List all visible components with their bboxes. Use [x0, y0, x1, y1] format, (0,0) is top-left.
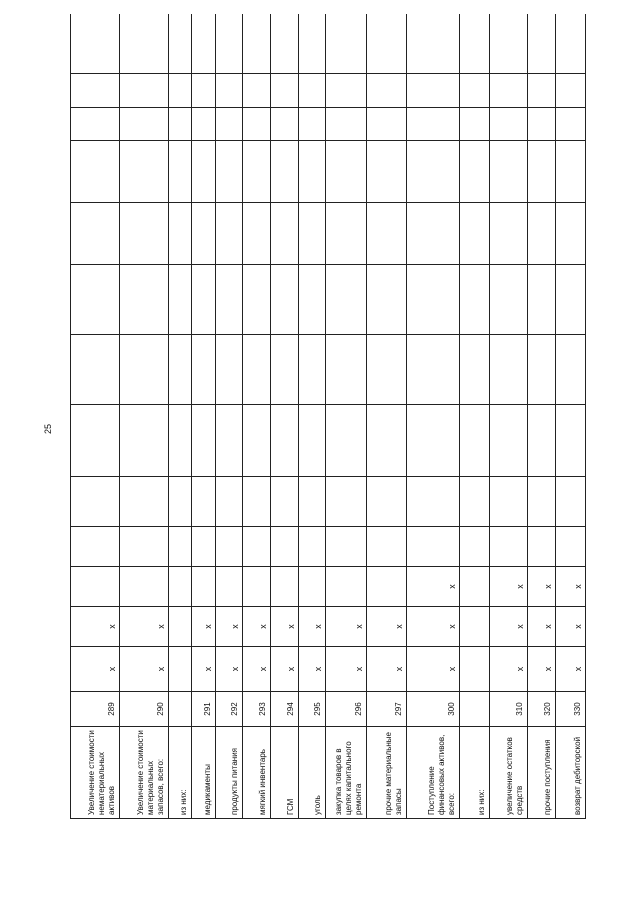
row-cell-empty — [490, 477, 528, 527]
row-name: прочие материальные запасы — [366, 727, 406, 819]
table-row — [71, 14, 120, 819]
row-cell-empty — [326, 74, 366, 108]
row-name: Увеличение стоимости материальных запасов, всего: — [119, 727, 168, 819]
row-cell-empty — [168, 527, 191, 567]
row-cell-empty — [243, 203, 271, 265]
row-cell-empty — [298, 203, 326, 265]
row-cell-empty — [271, 141, 299, 203]
row-cell-empty — [71, 108, 120, 141]
row-col1: x — [490, 647, 528, 692]
row-code: 320 — [528, 692, 556, 727]
row-cell-empty — [460, 405, 490, 477]
row-cell-empty — [215, 527, 243, 567]
row-cell-empty — [119, 335, 168, 405]
row-col3: x — [490, 567, 528, 607]
row-col3 — [119, 567, 168, 607]
row-code: 292 — [215, 692, 243, 727]
row-name: ГСМ — [271, 727, 299, 819]
row-col1: x — [192, 647, 215, 692]
row-cell-empty — [556, 405, 586, 477]
row-col3 — [271, 567, 299, 607]
row-cell-empty — [366, 527, 406, 567]
row-col2: x — [271, 607, 299, 647]
row-cell-empty — [326, 265, 366, 335]
row-col3 — [298, 567, 326, 607]
row-cell-empty — [243, 477, 271, 527]
row-col3 — [326, 567, 366, 607]
row-col3 — [168, 567, 191, 607]
row-cell-empty — [71, 141, 120, 203]
table-area — [70, 14, 586, 819]
row-col2: x — [326, 607, 366, 647]
row-cell-empty — [271, 108, 299, 141]
row-cell-empty — [192, 477, 215, 527]
row-cell-empty — [490, 405, 528, 477]
row-cell-empty — [407, 405, 460, 477]
row-cell-empty — [192, 527, 215, 567]
row-cell-empty — [168, 265, 191, 335]
row-cell-empty — [243, 108, 271, 141]
row-cell-empty — [298, 265, 326, 335]
row-cell-empty — [366, 14, 406, 74]
row-col1: x — [215, 647, 243, 692]
row-cell-empty — [528, 335, 556, 405]
row-cell-empty — [556, 527, 586, 567]
row-cell-empty — [215, 335, 243, 405]
row-cell-empty — [407, 74, 460, 108]
row-cell-empty — [407, 108, 460, 141]
row-cell-empty — [326, 108, 366, 141]
row-cell-empty — [71, 265, 120, 335]
table-row — [366, 14, 406, 819]
row-cell-empty — [490, 527, 528, 567]
row-cell-empty — [407, 203, 460, 265]
row-cell-empty — [528, 477, 556, 527]
row-cell-empty — [366, 141, 406, 203]
row-cell-empty — [243, 14, 271, 74]
row-col1: x — [326, 647, 366, 692]
row-cell-empty — [490, 108, 528, 141]
row-cell-empty — [556, 141, 586, 203]
row-cell-empty — [271, 527, 299, 567]
row-cell-empty — [460, 477, 490, 527]
row-cell-empty — [528, 108, 556, 141]
page-number: 25 — [43, 424, 53, 435]
row-cell-empty — [460, 527, 490, 567]
row-col2: x — [243, 607, 271, 647]
row-cell-empty — [119, 477, 168, 527]
row-cell-empty — [71, 74, 120, 108]
table-row — [271, 14, 299, 819]
row-cell-empty — [326, 203, 366, 265]
table-row — [460, 14, 490, 819]
row-col3 — [366, 567, 406, 607]
row-cell-empty — [326, 405, 366, 477]
row-cell-empty — [271, 74, 299, 108]
row-cell-empty — [168, 405, 191, 477]
row-col2: x — [119, 607, 168, 647]
row-col2: x — [407, 607, 460, 647]
row-name: прочие поступления — [528, 727, 556, 819]
row-name: медикаменты — [192, 727, 215, 819]
row-cell-empty — [192, 141, 215, 203]
row-col3 — [192, 567, 215, 607]
row-name: возврат дебиторской — [556, 727, 586, 819]
row-cell-empty — [407, 141, 460, 203]
row-code: 296 — [326, 692, 366, 727]
row-cell-empty — [215, 265, 243, 335]
row-cell-empty — [243, 265, 271, 335]
row-cell-empty — [490, 74, 528, 108]
row-cell-empty — [215, 141, 243, 203]
row-col3 — [460, 567, 490, 607]
row-cell-empty — [326, 477, 366, 527]
row-cell-empty — [243, 405, 271, 477]
row-cell-empty — [243, 141, 271, 203]
row-cell-empty — [298, 527, 326, 567]
row-cell-empty — [298, 141, 326, 203]
row-cell-empty — [460, 108, 490, 141]
row-name: из них: — [460, 727, 490, 819]
row-cell-empty — [407, 527, 460, 567]
row-col3 — [215, 567, 243, 607]
row-cell-empty — [556, 108, 586, 141]
row-cell-empty — [168, 203, 191, 265]
row-cell-empty — [243, 74, 271, 108]
row-cell-empty — [243, 527, 271, 567]
row-cell-empty — [407, 14, 460, 74]
row-cell-empty — [215, 14, 243, 74]
row-name: продукты питания — [215, 727, 243, 819]
row-name: увеличение остатков средств — [490, 727, 528, 819]
row-col1 — [168, 647, 191, 692]
row-code: 294 — [271, 692, 299, 727]
table-row — [192, 14, 215, 819]
row-cell-empty — [298, 108, 326, 141]
row-cell-empty — [271, 14, 299, 74]
row-name: уголь — [298, 727, 326, 819]
row-cell-empty — [243, 335, 271, 405]
row-code: 290 — [119, 692, 168, 727]
row-cell-empty — [271, 335, 299, 405]
row-cell-empty — [119, 527, 168, 567]
row-cell-empty — [168, 74, 191, 108]
row-col2: x — [366, 607, 406, 647]
row-cell-empty — [271, 405, 299, 477]
row-cell-empty — [215, 203, 243, 265]
row-cell-empty — [215, 477, 243, 527]
table-row — [490, 14, 528, 819]
row-cell-empty — [366, 405, 406, 477]
row-cell-empty — [556, 14, 586, 74]
row-cell-empty — [556, 265, 586, 335]
row-cell-empty — [119, 203, 168, 265]
row-name: из них: — [168, 727, 191, 819]
row-cell-empty — [326, 141, 366, 203]
row-cell-empty — [215, 405, 243, 477]
row-cell-empty — [119, 265, 168, 335]
row-cell-empty — [366, 265, 406, 335]
row-cell-empty — [407, 335, 460, 405]
row-col1: x — [71, 647, 120, 692]
row-cell-empty — [490, 265, 528, 335]
row-cell-empty — [192, 14, 215, 74]
row-cell-empty — [460, 203, 490, 265]
row-cell-empty — [366, 477, 406, 527]
row-name: закупка товаров в целях капитального ремонта — [326, 727, 366, 819]
row-cell-empty — [192, 108, 215, 141]
row-name: Увеличение стоимости нематериальных активов — [71, 727, 120, 819]
row-cell-empty — [490, 335, 528, 405]
row-cell-empty — [556, 74, 586, 108]
row-cell-empty — [119, 14, 168, 74]
row-cell-empty — [192, 203, 215, 265]
row-cell-empty — [71, 203, 120, 265]
table-row — [168, 14, 191, 819]
row-cell-empty — [528, 203, 556, 265]
row-cell-empty — [271, 265, 299, 335]
row-code: 330 — [556, 692, 586, 727]
row-cell-empty — [528, 265, 556, 335]
table-row — [556, 14, 586, 819]
row-cell-empty — [215, 108, 243, 141]
table-row — [119, 14, 168, 819]
row-cell-empty — [298, 14, 326, 74]
table-row — [215, 14, 243, 819]
row-cell-empty — [298, 477, 326, 527]
row-code: 289 — [71, 692, 120, 727]
row-cell-empty — [71, 405, 120, 477]
row-cell-empty — [556, 335, 586, 405]
row-col2: x — [556, 607, 586, 647]
row-cell-empty — [192, 335, 215, 405]
row-cell-empty — [119, 405, 168, 477]
row-code: 300 — [407, 692, 460, 727]
row-col1: x — [271, 647, 299, 692]
row-cell-empty — [460, 14, 490, 74]
row-cell-empty — [490, 14, 528, 74]
row-cell-empty — [168, 141, 191, 203]
row-cell-empty — [460, 265, 490, 335]
row-col1: x — [298, 647, 326, 692]
row-name: мягкий инвентарь — [243, 727, 271, 819]
row-col3: x — [407, 567, 460, 607]
row-col1 — [460, 647, 490, 692]
row-col2 — [168, 607, 191, 647]
row-col2: x — [490, 607, 528, 647]
row-col2: x — [215, 607, 243, 647]
row-cell-empty — [326, 335, 366, 405]
row-col3 — [71, 567, 120, 607]
row-cell-empty — [528, 14, 556, 74]
row-name: Поступление финансовых активов, всего: — [407, 727, 460, 819]
row-col3: x — [556, 567, 586, 607]
row-col2 — [460, 607, 490, 647]
row-cell-empty — [366, 74, 406, 108]
row-col1: x — [119, 647, 168, 692]
row-col2: x — [298, 607, 326, 647]
row-cell-empty — [119, 74, 168, 108]
row-cell-empty — [192, 74, 215, 108]
row-cell-empty — [168, 477, 191, 527]
row-code: 295 — [298, 692, 326, 727]
row-cell-empty — [366, 335, 406, 405]
row-cell-empty — [407, 477, 460, 527]
table-row — [528, 14, 556, 819]
row-cell-empty — [298, 335, 326, 405]
table-row — [407, 14, 460, 819]
row-cell-empty — [556, 477, 586, 527]
financial-plan-table — [70, 14, 586, 819]
row-col3 — [243, 567, 271, 607]
row-cell-empty — [528, 527, 556, 567]
row-code: 297 — [366, 692, 406, 727]
row-cell-empty — [215, 74, 243, 108]
row-code: 291 — [192, 692, 215, 727]
row-col3: x — [528, 567, 556, 607]
row-cell-empty — [71, 477, 120, 527]
row-cell-empty — [326, 14, 366, 74]
table-row — [243, 14, 271, 819]
row-cell-empty — [192, 265, 215, 335]
row-cell-empty — [460, 74, 490, 108]
row-col1: x — [407, 647, 460, 692]
row-cell-empty — [71, 14, 120, 74]
row-col1: x — [528, 647, 556, 692]
table-row — [298, 14, 326, 819]
row-cell-empty — [528, 74, 556, 108]
row-cell-empty — [366, 203, 406, 265]
row-cell-empty — [366, 108, 406, 141]
row-cell-empty — [168, 14, 191, 74]
row-cell-empty — [119, 108, 168, 141]
row-col1: x — [556, 647, 586, 692]
row-col2: x — [528, 607, 556, 647]
table-row — [326, 14, 366, 819]
row-cell-empty — [556, 203, 586, 265]
row-cell-empty — [326, 527, 366, 567]
row-cell-empty — [71, 527, 120, 567]
row-cell-empty — [192, 405, 215, 477]
row-code: 293 — [243, 692, 271, 727]
row-cell-empty — [298, 74, 326, 108]
row-code — [460, 692, 490, 727]
row-cell-empty — [490, 141, 528, 203]
row-col1: x — [366, 647, 406, 692]
row-code: 310 — [490, 692, 528, 727]
row-cell-empty — [298, 405, 326, 477]
row-cell-empty — [490, 203, 528, 265]
row-cell-empty — [528, 405, 556, 477]
row-cell-empty — [119, 141, 168, 203]
row-col1: x — [243, 647, 271, 692]
row-col2: x — [192, 607, 215, 647]
row-cell-empty — [168, 335, 191, 405]
row-cell-empty — [528, 141, 556, 203]
row-code — [168, 692, 191, 727]
row-cell-empty — [407, 265, 460, 335]
row-cell-empty — [168, 108, 191, 141]
row-cell-empty — [460, 141, 490, 203]
row-cell-empty — [460, 335, 490, 405]
row-cell-empty — [271, 477, 299, 527]
row-cell-empty — [271, 203, 299, 265]
row-cell-empty — [71, 335, 120, 405]
row-col2: x — [71, 607, 120, 647]
